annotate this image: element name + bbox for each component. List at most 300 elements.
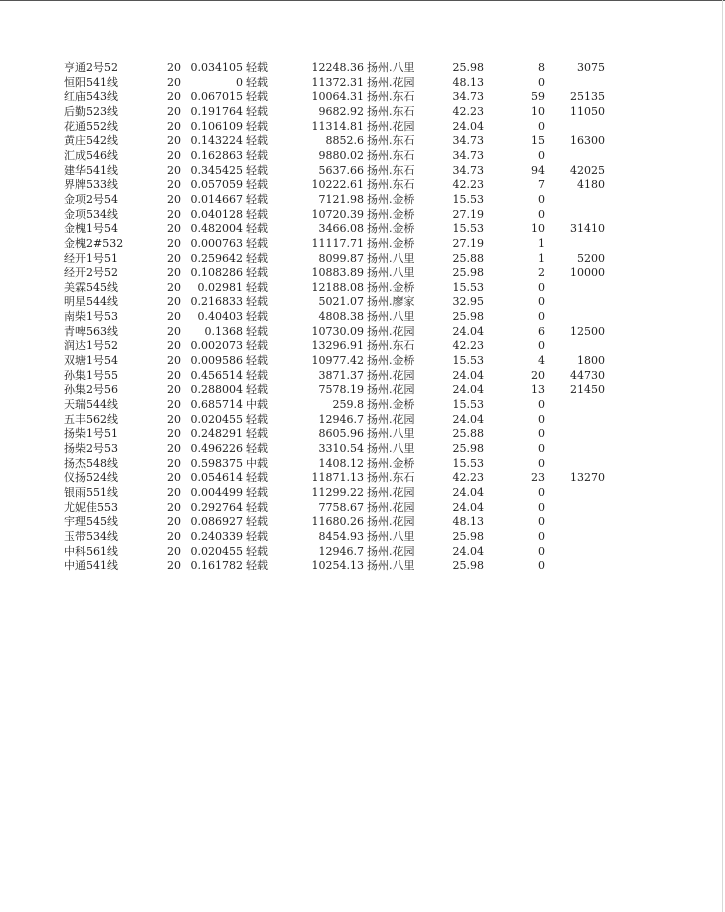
voltage-cell: 20	[167, 251, 181, 265]
load-rate-cell: 0.482004	[190, 222, 243, 236]
amount-cell: 11050	[570, 105, 605, 118]
load-status-cell: 轻载	[246, 383, 268, 397]
load-rate-cell: 0.067015	[190, 90, 243, 104]
voltage-cell: 20	[167, 75, 181, 89]
ratio-cell: 25.88	[452, 251, 484, 265]
capacity-cell: 12248.36	[311, 61, 364, 74]
table-row	[0, 193, 725, 207]
table-row	[0, 281, 725, 295]
amount-cell	[560, 457, 605, 471]
table-row	[0, 76, 725, 90]
capacity-cell: 4808.38	[318, 310, 364, 324]
amount-cell: 5200	[577, 251, 605, 265]
table-row	[0, 398, 725, 412]
table-row	[0, 383, 725, 397]
amount-cell	[560, 515, 605, 529]
count-cell: 0	[538, 441, 545, 455]
ratio-cell: 15.53	[452, 456, 484, 470]
ratio-cell: 15.53	[452, 354, 484, 367]
voltage-cell: 20	[167, 280, 181, 294]
line-name-cell: 孙集2号56	[64, 383, 118, 397]
voltage-cell: 20	[167, 295, 181, 309]
line-name-cell: 中通541线	[64, 559, 118, 573]
table-row	[0, 545, 725, 559]
amount-cell: 10000	[570, 266, 605, 280]
table-row	[0, 295, 725, 309]
amount-cell	[560, 281, 605, 295]
amount-cell: 21450	[570, 383, 605, 397]
line-name-cell: 汇成546线	[64, 148, 118, 162]
table-row	[0, 501, 725, 515]
amount-cell: 16300	[570, 134, 605, 148]
ratio-cell: 25.98	[452, 441, 484, 455]
substation-cell: 扬州.东石	[367, 178, 415, 192]
table-row	[0, 266, 725, 280]
table-row	[0, 310, 725, 324]
table-row	[0, 222, 725, 236]
line-name-cell: 红庙543线	[64, 90, 118, 104]
load-rate-cell: 0.108286	[190, 266, 243, 280]
line-name-cell: 美霖545线	[64, 280, 118, 294]
load-rate-cell: 0.020455	[190, 544, 243, 558]
table-row	[0, 413, 725, 427]
ratio-cell: 25.98	[452, 310, 484, 324]
line-name-cell: 仪扬524线	[64, 471, 118, 485]
amount-cell	[560, 310, 605, 324]
count-cell: 0	[538, 544, 545, 558]
voltage-cell: 20	[167, 339, 181, 353]
line-name-cell: 金槐1号54	[64, 222, 118, 236]
amount-cell: 31410	[570, 222, 605, 236]
count-cell: 23	[531, 471, 545, 485]
line-name-cell: 尤妮佳553	[64, 500, 118, 514]
line-name-cell: 宇理545线	[64, 515, 118, 529]
substation-cell: 扬州.金桥	[367, 397, 415, 411]
ratio-cell: 27.19	[452, 207, 484, 221]
voltage-cell: 20	[167, 178, 181, 192]
table-row	[0, 427, 725, 441]
voltage-cell: 20	[167, 105, 181, 118]
capacity-cell: 10222.61	[311, 178, 364, 192]
amount-cell: 25135	[570, 90, 605, 104]
table-row	[0, 339, 725, 353]
load-status-cell: 轻载	[246, 134, 268, 148]
amount-cell	[560, 545, 605, 559]
ratio-cell: 42.23	[452, 178, 484, 192]
capacity-cell: 11372.31	[311, 75, 364, 89]
count-cell: 2	[538, 266, 545, 280]
load-rate-cell: 0.02981	[197, 280, 243, 294]
ratio-cell: 48.13	[452, 515, 484, 529]
load-status-cell: 轻载	[246, 412, 268, 426]
count-cell: 6	[538, 324, 545, 338]
load-status-cell: 轻载	[246, 178, 268, 192]
capacity-cell: 9880.02	[318, 148, 364, 162]
load-status-cell: 轻载	[246, 295, 268, 309]
voltage-cell: 20	[167, 397, 181, 411]
line-name-cell: 后勤523线	[64, 105, 118, 118]
load-status-cell: 轻载	[246, 251, 268, 265]
table-row	[0, 457, 725, 471]
load-status-cell: 轻载	[246, 427, 268, 441]
capacity-cell: 8605.96	[318, 427, 364, 441]
count-cell: 0	[538, 529, 545, 543]
capacity-cell: 9682.92	[318, 105, 364, 118]
voltage-cell: 20	[167, 90, 181, 104]
substation-cell: 扬州.八里	[367, 559, 415, 573]
capacity-cell: 13296.91	[311, 339, 364, 353]
substation-cell: 扬州.八里	[367, 441, 415, 455]
ratio-cell: 25.98	[452, 61, 484, 74]
load-status-cell: 轻载	[246, 354, 268, 367]
amount-cell	[560, 413, 605, 427]
substation-cell: 扬州.金桥	[367, 222, 415, 236]
line-name-cell: 经开1号51	[64, 251, 118, 265]
voltage-cell: 20	[167, 471, 181, 485]
ratio-cell: 24.04	[452, 485, 484, 499]
voltage-cell: 20	[167, 207, 181, 221]
voltage-cell: 20	[167, 148, 181, 162]
substation-cell: 扬州.东石	[367, 163, 415, 177]
ratio-cell: 24.04	[452, 119, 484, 133]
amount-cell	[560, 398, 605, 412]
count-cell: 8	[538, 61, 545, 74]
ratio-cell: 42.23	[452, 471, 484, 485]
line-name-cell: 五丰562线	[64, 412, 118, 426]
count-cell: 0	[538, 119, 545, 133]
substation-cell: 扬州.花园	[367, 119, 415, 133]
ratio-cell: 34.73	[452, 134, 484, 148]
count-cell: 0	[538, 485, 545, 499]
load-status-cell: 轻载	[246, 515, 268, 529]
line-name-cell: 天瑞544线	[64, 397, 118, 411]
load-rate-cell: 0.259642	[190, 251, 243, 265]
voltage-cell: 20	[167, 324, 181, 338]
substation-cell: 扬州.花园	[367, 368, 415, 382]
load-status-cell: 轻载	[246, 324, 268, 338]
line-name-cell: 金槐2#532	[64, 236, 124, 250]
load-rate-cell: 0.40403	[197, 310, 243, 324]
load-status-cell: 轻载	[246, 485, 268, 499]
amount-cell	[560, 295, 605, 309]
line-name-cell: 建华541线	[64, 163, 118, 177]
substation-cell: 扬州.花园	[367, 383, 415, 397]
amount-cell	[560, 501, 605, 515]
amount-cell	[560, 530, 605, 544]
substation-cell: 扬州.花园	[367, 75, 415, 89]
capacity-cell: 5637.66	[318, 163, 364, 177]
load-rate-cell: 0.054614	[190, 471, 243, 485]
substation-cell: 扬州.八里	[367, 266, 415, 280]
amount-cell	[560, 149, 605, 163]
capacity-cell: 10977.42	[311, 354, 364, 367]
capacity-cell: 10720.39	[311, 207, 364, 221]
count-cell: 10	[531, 222, 545, 236]
table-row	[0, 325, 725, 339]
substation-cell: 扬州.金桥	[367, 354, 415, 367]
line-name-cell: 黄庄542线	[64, 134, 118, 148]
substation-cell: 扬州.东石	[367, 339, 415, 353]
voltage-cell: 20	[167, 354, 181, 367]
load-rate-cell: 0	[236, 75, 243, 89]
line-name-cell: 青啤563线	[64, 324, 118, 338]
capacity-cell: 11299.22	[311, 485, 364, 499]
capacity-cell: 12188.08	[311, 280, 364, 294]
ratio-cell: 25.98	[452, 266, 484, 280]
load-rate-cell: 0.161782	[190, 559, 243, 573]
line-name-cell: 双塘1号54	[64, 354, 118, 367]
amount-cell: 4180	[577, 178, 605, 192]
capacity-cell: 11117.71	[311, 236, 364, 250]
table-row	[0, 208, 725, 222]
load-rate-cell: 0.034105	[190, 61, 243, 74]
ratio-cell: 15.53	[452, 222, 484, 236]
load-rate-cell: 0.288004	[190, 383, 243, 397]
count-cell: 59	[531, 90, 545, 104]
line-name-cell: 恒阳541线	[64, 75, 118, 89]
ratio-cell: 42.23	[452, 339, 484, 353]
voltage-cell: 20	[167, 485, 181, 499]
voltage-cell: 20	[167, 544, 181, 558]
capacity-cell: 10254.13	[311, 559, 364, 573]
line-name-cell: 金项534线	[64, 207, 118, 221]
load-status-cell: 轻载	[246, 471, 268, 485]
ratio-cell: 15.53	[452, 192, 484, 206]
load-status-cell: 轻载	[246, 236, 268, 250]
ratio-cell: 25.88	[452, 427, 484, 441]
voltage-cell: 20	[167, 368, 181, 382]
load-status-cell: 轻载	[246, 280, 268, 294]
capacity-cell: 8852.6	[325, 134, 364, 148]
voltage-cell: 20	[167, 222, 181, 236]
substation-cell: 扬州.花园	[367, 544, 415, 558]
count-cell: 0	[538, 207, 545, 221]
load-rate-cell: 0.014667	[190, 192, 243, 206]
load-status-cell: 轻载	[246, 90, 268, 104]
ratio-cell: 34.73	[452, 163, 484, 177]
ratio-cell: 15.53	[452, 397, 484, 411]
substation-cell: 扬州.金桥	[367, 280, 415, 294]
count-cell: 0	[538, 280, 545, 294]
line-name-cell: 扬柴2号53	[64, 441, 118, 455]
line-name-cell: 花通552线	[64, 119, 118, 133]
table-row	[0, 369, 725, 383]
capacity-cell: 10730.09	[311, 324, 364, 338]
table-row	[0, 61, 725, 75]
line-name-cell: 中科561线	[64, 544, 118, 558]
capacity-cell: 11680.26	[311, 515, 364, 529]
substation-cell: 扬州.东石	[367, 105, 415, 118]
count-cell: 15	[531, 134, 545, 148]
capacity-cell: 7121.98	[318, 192, 364, 206]
voltage-cell: 20	[167, 119, 181, 133]
voltage-cell: 20	[167, 192, 181, 206]
count-cell: 0	[538, 295, 545, 309]
count-cell: 1	[538, 251, 545, 265]
table-row	[0, 237, 725, 251]
ratio-cell: 24.04	[452, 544, 484, 558]
line-name-cell: 银雨551线	[64, 485, 118, 499]
table-row	[0, 90, 725, 104]
load-rate-cell: 0.000763	[190, 236, 243, 250]
ratio-cell: 24.04	[452, 368, 484, 382]
substation-cell: 扬州.金桥	[367, 456, 415, 470]
load-rate-cell: 0.248291	[190, 427, 243, 441]
line-name-cell: 扬杰548线	[64, 456, 118, 470]
count-cell: 0	[538, 427, 545, 441]
table-row	[0, 149, 725, 163]
count-cell: 20	[531, 368, 545, 382]
line-name-cell: 孙集1号55	[64, 368, 118, 382]
load-rate-cell: 0.496226	[190, 441, 243, 455]
count-cell: 0	[538, 515, 545, 529]
count-cell: 0	[538, 397, 545, 411]
load-status-cell: 轻载	[246, 207, 268, 221]
ratio-cell: 27.19	[452, 236, 484, 250]
ratio-cell: 24.04	[452, 412, 484, 426]
substation-cell: 扬州.东石	[367, 134, 415, 148]
load-rate-cell: 0.456514	[190, 368, 243, 382]
substation-cell: 扬州.八里	[367, 61, 415, 74]
load-rate-cell: 0.106109	[190, 119, 243, 133]
count-cell: 0	[538, 339, 545, 353]
voltage-cell: 20	[167, 515, 181, 529]
ratio-cell: 48.13	[452, 75, 484, 89]
load-status-cell: 轻载	[246, 105, 268, 118]
table-row	[0, 530, 725, 544]
load-status-cell: 轻载	[246, 192, 268, 206]
line-name-cell: 明星544线	[64, 295, 118, 309]
capacity-cell: 3871.37	[318, 368, 364, 382]
load-rate-cell: 0.162863	[190, 148, 243, 162]
substation-cell: 扬州.花园	[367, 324, 415, 338]
capacity-cell: 10064.31	[311, 90, 364, 104]
amount-cell: 3075	[577, 61, 605, 74]
voltage-cell: 20	[167, 383, 181, 397]
load-rate-cell: 0.143224	[190, 134, 243, 148]
load-rate-cell: 0.040128	[190, 207, 243, 221]
load-rate-cell: 0.598375	[190, 456, 243, 470]
substation-cell: 扬州.东石	[367, 148, 415, 162]
substation-cell: 扬州.金桥	[367, 236, 415, 250]
count-cell: 0	[538, 412, 545, 426]
ratio-cell: 34.73	[452, 148, 484, 162]
voltage-cell: 20	[167, 500, 181, 514]
voltage-cell: 20	[167, 134, 181, 148]
substation-cell: 扬州.八里	[367, 427, 415, 441]
line-name-cell: 界牌533线	[64, 178, 118, 192]
load-status-cell: 轻载	[246, 559, 268, 573]
table-row	[0, 486, 725, 500]
count-cell: 1	[538, 236, 545, 250]
count-cell: 0	[538, 500, 545, 514]
count-cell: 0	[538, 75, 545, 89]
voltage-cell: 20	[167, 163, 181, 177]
count-cell: 0	[538, 192, 545, 206]
ratio-cell: 32.95	[452, 295, 484, 309]
table-row	[0, 105, 725, 119]
count-cell: 0	[538, 148, 545, 162]
count-cell: 10	[531, 105, 545, 118]
ratio-cell: 24.04	[452, 383, 484, 397]
line-name-cell: 南柴1号53	[64, 310, 118, 324]
count-cell: 7	[538, 178, 545, 192]
substation-cell: 扬州.八里	[367, 529, 415, 543]
load-status-cell: 中载	[246, 397, 268, 411]
capacity-cell: 8454.93	[318, 529, 364, 543]
voltage-cell: 20	[167, 310, 181, 324]
table-row	[0, 164, 725, 178]
capacity-cell: 12946.7	[318, 544, 364, 558]
table-row	[0, 178, 725, 192]
load-status-cell: 轻载	[246, 222, 268, 236]
load-status-cell: 轻载	[246, 500, 268, 514]
amount-cell: 44730	[570, 368, 605, 382]
load-rate-cell: 0.240339	[190, 529, 243, 543]
count-cell: 13	[531, 383, 545, 397]
load-rate-cell: 0.020455	[190, 412, 243, 426]
ratio-cell: 34.73	[452, 90, 484, 104]
ratio-cell: 25.98	[452, 559, 484, 573]
load-status-cell: 轻载	[246, 75, 268, 89]
table-row	[0, 559, 725, 573]
load-status-cell: 轻载	[246, 61, 268, 74]
load-status-cell: 轻载	[246, 544, 268, 558]
capacity-cell: 5021.07	[318, 295, 364, 309]
substation-cell: 扬州.东石	[367, 90, 415, 104]
load-status-cell: 轻载	[246, 310, 268, 324]
capacity-cell: 7758.67	[318, 500, 364, 514]
load-status-cell: 轻载	[246, 148, 268, 162]
capacity-cell: 7578.19	[318, 383, 364, 397]
amount-cell	[560, 339, 605, 353]
load-rate-cell: 0.009586	[190, 354, 243, 367]
substation-cell: 扬州.东石	[367, 471, 415, 485]
line-name-cell: 扬柴1号51	[64, 427, 118, 441]
substation-cell: 扬州.金桥	[367, 207, 415, 221]
capacity-cell: 8099.87	[318, 251, 364, 265]
load-rate-cell: 0.292764	[190, 500, 243, 514]
capacity-cell: 11871.13	[311, 471, 364, 485]
load-rate-cell: 0.086927	[190, 515, 243, 529]
load-rate-cell: 0.191764	[190, 105, 243, 118]
capacity-cell: 259.8	[332, 397, 364, 411]
capacity-cell: 11314.81	[311, 119, 364, 133]
amount-cell	[560, 120, 605, 134]
amount-cell: 12500	[570, 324, 605, 338]
load-status-cell: 中载	[246, 456, 268, 470]
load-rate-cell: 0.216833	[190, 295, 243, 309]
amount-cell	[560, 486, 605, 500]
voltage-cell: 20	[167, 412, 181, 426]
substation-cell: 扬州.花园	[367, 485, 415, 499]
capacity-cell: 12946.7	[318, 412, 364, 426]
table-row	[0, 442, 725, 456]
load-status-cell: 轻载	[246, 529, 268, 543]
load-status-cell: 轻载	[246, 119, 268, 133]
load-status-cell: 轻载	[246, 339, 268, 353]
voltage-cell: 20	[167, 236, 181, 250]
table-row	[0, 252, 725, 266]
amount-cell: 13270	[570, 471, 605, 485]
load-status-cell: 轻载	[246, 163, 268, 177]
ratio-cell: 25.98	[452, 529, 484, 543]
ratio-cell: 15.53	[452, 280, 484, 294]
amount-cell	[560, 208, 605, 222]
amount-cell	[560, 559, 605, 573]
count-cell: 94	[531, 163, 545, 177]
capacity-cell: 10883.89	[311, 266, 364, 280]
